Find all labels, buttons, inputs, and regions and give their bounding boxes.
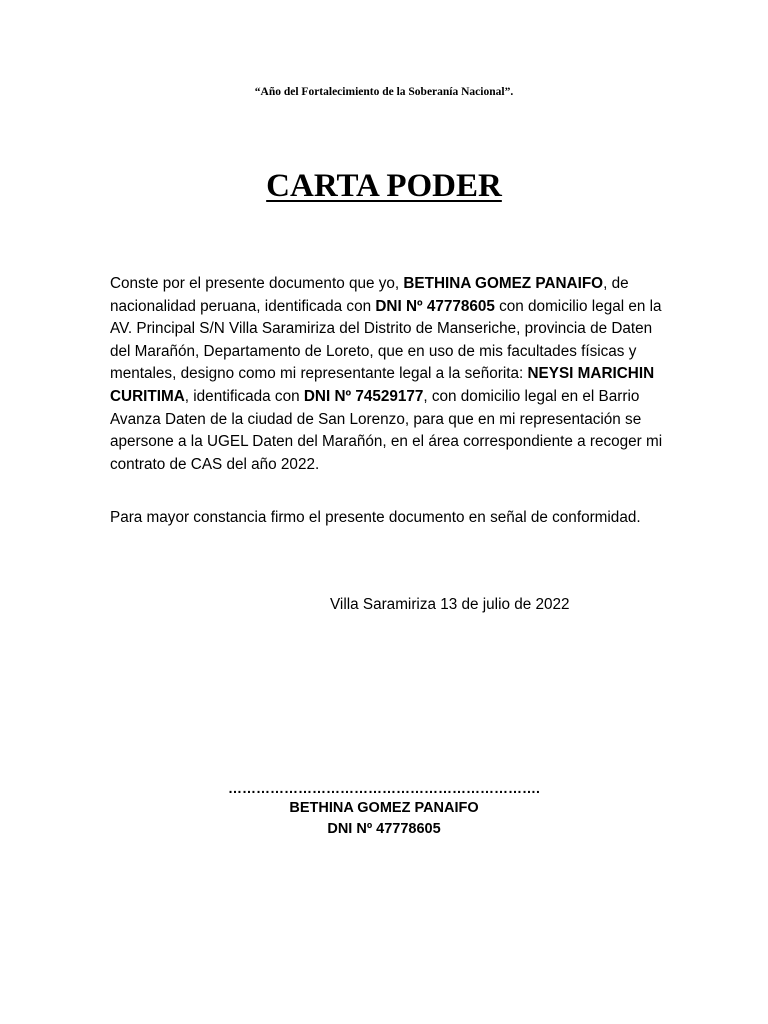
paragraph1-text-1: Conste por el presente documento que yo, [110, 275, 404, 292]
body-paragraph-2: Para mayor constancia firmo el presente documento en señal de conformidad. [110, 509, 641, 526]
signatory-dni: DNI Nº 47778605 [327, 821, 441, 837]
document-title: CARTA PODER [266, 168, 502, 204]
agent-dni: DNI Nº 74529177 [303, 387, 424, 405]
body-paragraph-1 [110, 273, 668, 476]
year-motto: “Año del Fortalecimiento de la Soberanía Nacional”. [254, 86, 514, 98]
signature-line: …………………………………………………………. [228, 780, 540, 796]
paragraph1-text-4: , identificada con [184, 387, 304, 405]
paragraph1-text-5: , con domicilio legal en el Barrio Avanza Daten de la ciudad de San Lorenzo, para que en mi representación se apersone a la UGEL Daten del Marañón, en el área correspondiente a recoger mi contrato de CAS del año 2022. [110, 387, 663, 473]
grantor-name: BETHINA GOMEZ PANAIFO [403, 275, 604, 292]
place-and-date: Villa Saramiriza 13 de julio de 2022 [330, 596, 570, 613]
paragraph1-text-3: con domicilio legal en la AV. Principal S/N Villa Saramiriza del Distrito de Manseriche, provincia de Daten del Marañón, Departamento de Loreto, que en uso de mis facultades físicas y mentales, designo como mi representante legal a la señorita: [110, 297, 662, 383]
signature-block [0, 778, 768, 840]
paragraph1-text-2: , de nacionalidad peruana, identificada con [110, 275, 629, 315]
agent-name: NEYSI MARICHIN CURITIMA [110, 365, 655, 405]
grantor-dni: DNI Nº 47778605 [375, 297, 495, 315]
signatory-name: BETHINA GOMEZ PANAIFO [289, 800, 479, 816]
